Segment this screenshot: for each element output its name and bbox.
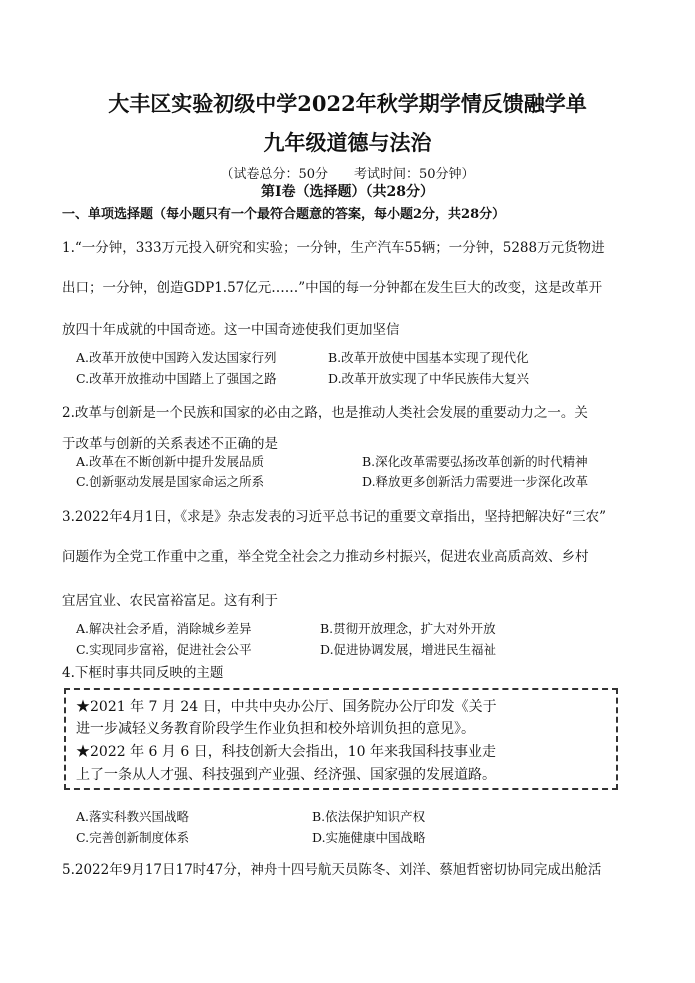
- question-4-line-1: 4.下框时事共同反映的主题: [62, 665, 224, 681]
- question-1-option-a: A.改革开放使中国跨入发达国家行列: [76, 350, 277, 365]
- question-4-option-d: D.实施健康中国战略: [312, 830, 426, 845]
- paper-subtitle: 九年级道德与法治: [263, 130, 432, 155]
- question-1-option-d: D.改革开放实现了中华民族伟大复兴: [328, 371, 530, 386]
- question-2-option-d: D.释放更多创新活力需要进一步深化改革: [362, 474, 589, 489]
- question-3-line-2: 问题作为全党工作重中之重，举全党全社会之力推动乡村振兴，促进农业高质高效、乡村: [62, 549, 589, 565]
- question-4-option-a: A.落实科教兴国战略: [76, 809, 190, 824]
- question-1-line-1: 1.“一分钟，333万元投入研究和实验；一分钟，生产汽车55辆；一分钟，5288万元货物进: [62, 240, 605, 256]
- question-3-option-c: C.实现同步富裕，促进社会公平: [76, 642, 252, 657]
- news-box-line-3: ★2022 年 6 月 6 日，科技创新大会指出，10 年来我国科技事业走: [76, 744, 496, 760]
- question-2-option-b: B.深化改革需要弘扬改革创新的时代精神: [362, 454, 588, 469]
- news-box-line-2: 进一步减轻义务教育阶段学生作业负担和校外培训负担的意见》。: [76, 721, 475, 737]
- question-1-option-b: B.改革开放使中国基本实现了现代化: [328, 350, 529, 365]
- question-1-line-3: 放四十年成就的中国奇迹。这一中国奇迹使我们更加坚信: [62, 322, 400, 338]
- paper-title: 大丰区实验初级中学2022年秋学期学情反馈融学单: [108, 91, 587, 116]
- part-title: 第Ⅰ卷（选择题）（共28分）: [260, 184, 435, 200]
- question-3-option-b: B.贯彻开放理念，扩大对外开放: [320, 621, 496, 636]
- question-2-line-2: 于改革与创新的关系表述不正确的是: [62, 436, 278, 452]
- question-3-option-a: A.解决社会矛盾，消除城乡差异: [76, 621, 252, 636]
- question-2-option-c: C.创新驱动发展是国家命运之所系: [76, 474, 265, 489]
- exam-info: （试卷总分：50分 考试时间：50分钟）: [220, 167, 475, 182]
- question-3-line-1: 3.2022年4月1日，《求是》杂志发表的习近平总书记的重要文章指出，坚持把解决好“三农”: [62, 509, 606, 525]
- question-5-line-1: 5.2022年9月17日17时47分，神舟十四号航天员陈冬、刘洋、蔡旭哲密切协同完成出舱活: [62, 862, 602, 878]
- question-4-option-c: C.完善创新制度体系: [76, 830, 190, 845]
- news-box-line-4: 上了一条从人才强、科技强到产业强、经济强、国家强的发展道路。: [76, 767, 496, 783]
- question-1-option-c: C.改革开放推动中国踏上了强国之路: [76, 371, 277, 386]
- question-2-option-a: A.改革在不断创新中提升发展品质: [76, 454, 265, 469]
- section-heading: 一、单项选择题（每小题只有一个最符合题意的答案，每小题2分，共28分）: [62, 207, 506, 222]
- question-2-line-1: 2.改革与创新是一个民族和国家的必由之路，也是推动人类社会发展的重要动力之一。关: [62, 405, 588, 421]
- question-1-line-2: 出口；一分钟，创造GDP1.57亿元……”中国的每一分钟都在发生巨大的改变，这是改革开: [62, 280, 603, 296]
- question-3-option-d: D.促进协调发展，增进民生福祉: [320, 642, 497, 657]
- news-box-line-1: ★2021 年 7 月 24 日，中共中央办公厅、国务院办公厅印发《关于: [76, 699, 497, 715]
- question-3-line-3: 宜居宜业、农民富裕富足。这有利于: [62, 593, 278, 609]
- question-4-option-b: B.依法保护知识产权: [312, 809, 426, 824]
- news-box: [64, 688, 618, 790]
